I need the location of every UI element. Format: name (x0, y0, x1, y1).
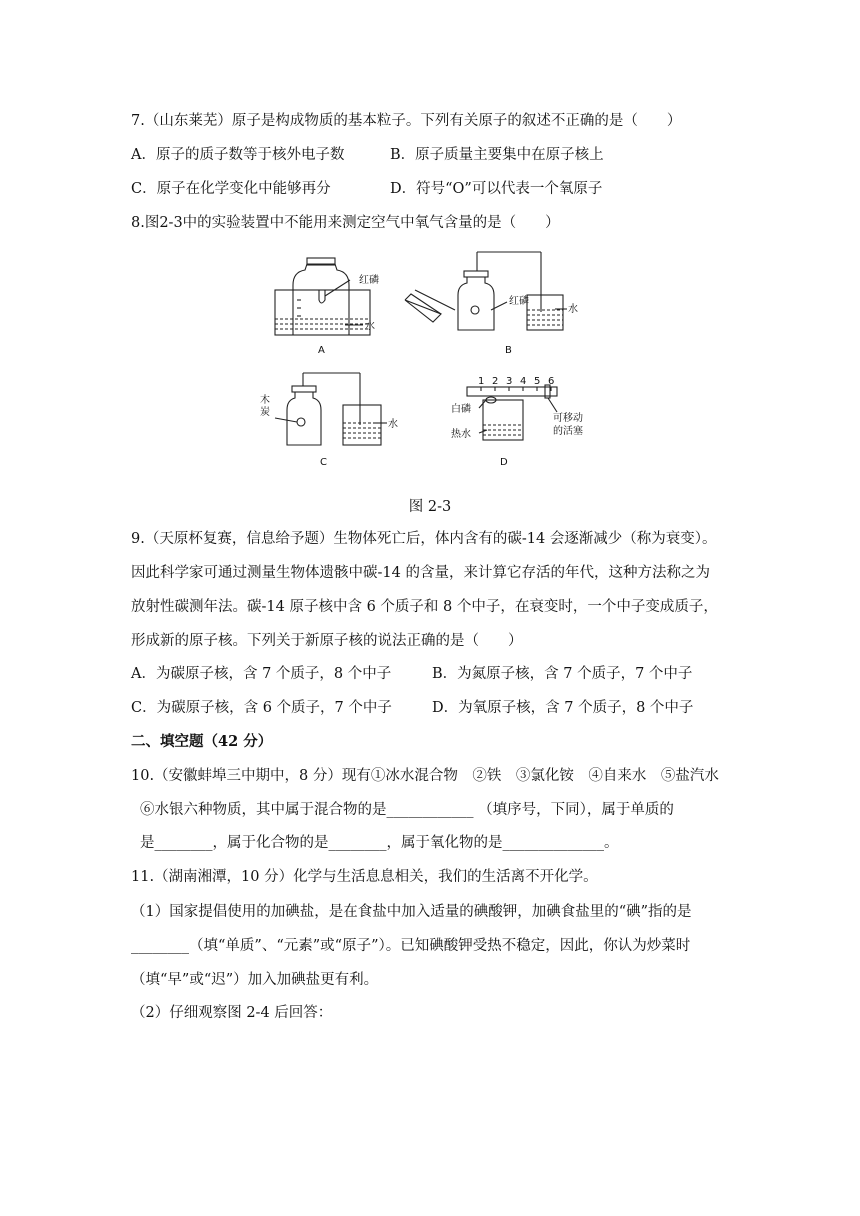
scale-tick-5: 5 (534, 376, 541, 387)
q9-option-a: A．为碳原子核，含 7 个质子，8 个中子 (131, 666, 392, 682)
q11-line-2: （1）国家提倡使用的加碘盐，是在食盐中加入适量的碘酸钾，加碘食盐里的“碘”指的是 (131, 904, 692, 920)
q11-line-1: 11.（湖南湘潭，10 分）化学与生活息息相关，我们的生活离不开化学。 (131, 869, 598, 885)
scale-tick-2: 2 (492, 376, 499, 387)
apparatus-c (275, 373, 387, 445)
q7-option-d: D．符号“O”可以代表一个氧原子 (390, 181, 603, 197)
figure-2-3 (255, 240, 605, 470)
q7-option-c: C．原子在化学变化中能够再分 (131, 181, 331, 197)
q9-line-2: 因此科学家可通过测量生物体遗骸中碳-14 的含量，来计算它存活的年代，这种方法称之为 (131, 565, 710, 581)
label-hot-water: 热水 (451, 429, 471, 440)
panel-label-d: D (500, 457, 508, 468)
q10-line-2: ⑥水银六种物质，其中属于混合物的是____________ （填序号，下同），属于单质的 (140, 802, 674, 818)
q9-line-1: 9.（天原杯复赛，信息给予题）生物体死亡后，体内含有的碳-14 会逐渐减少（称为衰变）。 (131, 531, 717, 547)
apparatus-d (467, 385, 557, 440)
q11-line-5: （2）仔细观察图 2-4 后回答： (131, 1005, 333, 1021)
scale-tick-3: 3 (506, 376, 513, 387)
q10-line-3: 是________，属于化合物的是________，属于氧化物的是______________。 (140, 835, 619, 851)
label-red-phosphorus-a: 红磷 (359, 275, 379, 286)
apparatus-diagram (255, 240, 605, 470)
label-charcoal-1: 木 (260, 395, 270, 406)
section-title: 二、填空题（42 分） (131, 733, 273, 750)
panel-label-a: A (318, 345, 325, 356)
q7-option-b: B．原子质量主要集中在原子核上 (390, 147, 604, 163)
q7-option-a: A．原子的质子数等于核外电子数 (131, 147, 345, 163)
label-charcoal-2: 炭 (260, 407, 270, 418)
label-movable-piston-2: 的活塞 (553, 426, 583, 437)
q9-line-3: 放射性碳测年法。碳-14 原子核中含 6 个质子和 8 个中子，在衰变时，一个中子变成质子， (131, 599, 718, 615)
panel-label-c: C (320, 457, 327, 468)
q10-line-1: 10.（安徽蚌埠三中期中，8 分）现有①冰水混合物 ②铁 ③氯化铵 ④自来水 ⑤盐汽水 (131, 768, 719, 784)
q7-stem: 7.（山东莱芜）原子是构成物质的基本粒子。下列有关原子的叙述不正确的是（ ） (131, 113, 682, 129)
label-water-b: 水 (568, 304, 578, 315)
label-white-phosphorus: 白磷 (451, 404, 471, 415)
label-red-phosphorus-b: 红磷 (509, 296, 529, 307)
label-water-c: 水 (388, 419, 398, 430)
q9-line-4: 形成新的原子核。下列关于新原子核的说法正确的是（ ） (131, 633, 523, 649)
panel-label-b: B (505, 345, 512, 356)
label-movable-piston-1: 可移动 (553, 413, 583, 424)
apparatus-b (405, 252, 567, 330)
q9-option-b: B．为氮原子核，含 7 个质子，7 个中子 (432, 666, 693, 682)
q8-stem: 8.图2-3中的实验装置中不能用来测定空气中氧气含量的是（ ） (131, 215, 560, 231)
q11-line-3: ________（填“单质”、“元素”或“原子”）。已知碘酸钾受热不稳定，因此，你认为炒菜时 (131, 938, 691, 954)
q9-option-c: C．为碳原子核，含 6 个质子，7 个中子 (131, 700, 392, 716)
figure-caption: 图 2-3 (408, 499, 452, 515)
q9-option-d: D．为氧原子核，含 7 个质子，8 个中子 (432, 700, 694, 716)
apparatus-a (275, 258, 370, 335)
scale-tick-4: 4 (520, 376, 527, 387)
q11-line-4: （填“早”或“迟”）加入加碘盐更有利。 (131, 972, 379, 988)
label-water-a: 水 (365, 321, 375, 332)
scale-tick-6: 6 (548, 376, 555, 387)
scale-tick-1: 1 (478, 376, 485, 387)
